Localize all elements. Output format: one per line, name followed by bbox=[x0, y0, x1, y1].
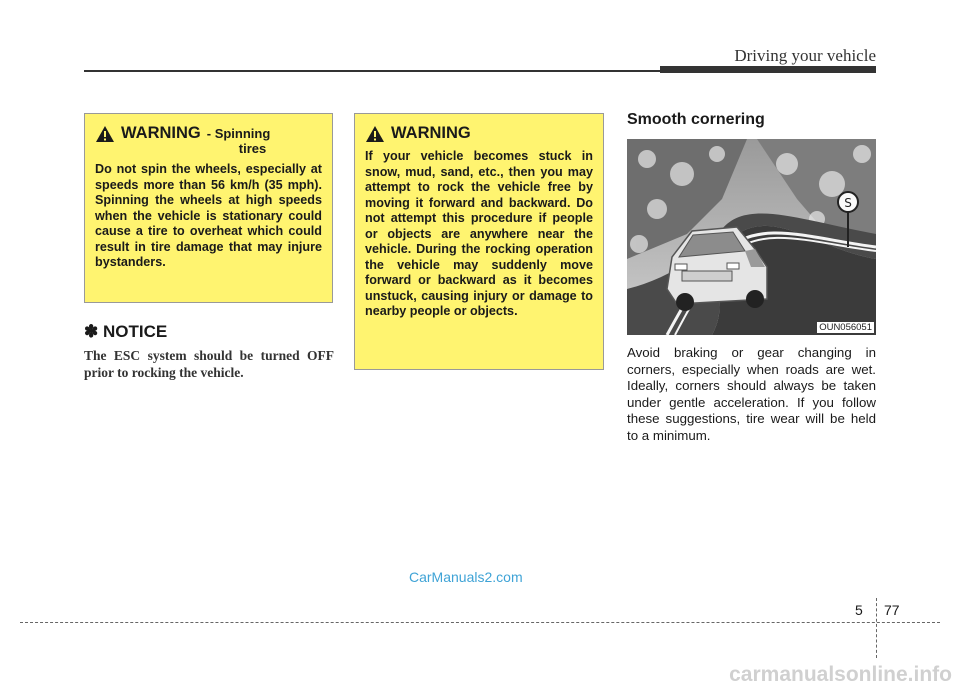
chapter-number: 5 bbox=[855, 602, 863, 618]
warning-subtitle-line2: tires bbox=[238, 141, 267, 156]
watermark-link[interactable]: CarManuals2.com bbox=[409, 569, 523, 585]
cornering-body-text: Avoid braking or gear changing in corners, especially when roads are wet. Ideally, corners should always be taken under gentle acceleration. If you follow these suggestions, tire wear will be held to a minimum. bbox=[627, 345, 876, 443]
section-title: Smooth cornering bbox=[627, 111, 765, 128]
page-header-title: Driving your vehicle bbox=[734, 46, 876, 65]
warning-label: WARNING bbox=[391, 124, 471, 142]
warning-triangle-icon bbox=[365, 125, 385, 143]
notice-body: The ESC system should be turned OFF prior to rocking the vehicle. bbox=[84, 348, 334, 380]
warning-label: WARNING bbox=[121, 124, 201, 142]
warning-box-rocking bbox=[354, 113, 604, 370]
warning-header bbox=[95, 124, 322, 156]
warning-triangle-icon bbox=[95, 125, 115, 143]
warning-subtitle bbox=[207, 126, 271, 156]
warning-body: Do not spin the wheels, especially at speeds more than 56 km/h (35 mph). Spinning the wheels at high speeds when the vehicle is stationary could cause a tire to overheat which could result in tire damage that may injure bystanders. bbox=[95, 162, 322, 269]
warning-box-spinning-tires bbox=[84, 113, 333, 303]
footer-dashed-rule bbox=[20, 622, 940, 623]
cornering-car-illustration bbox=[627, 139, 876, 335]
site-watermark: carmanualsonline.info bbox=[729, 663, 952, 686]
warning-body: If your vehicle becomes stuck in snow, mud, sand, etc., then you may attempt to rock the vehicle free by moving it forward and backward. Do not attempt this procedure if people or objects are anywhere near the vehicle. During the rocking operation the vehicle may suddenly move forward or backward as it becomes unstuck, causing injury or damage to nearby people or objects. bbox=[365, 149, 593, 318]
warning-subtitle-line1: - Spinning bbox=[206, 126, 271, 141]
notice-title: ✽ NOTICE bbox=[84, 322, 168, 341]
header-rule-thick bbox=[660, 66, 876, 73]
header-rule bbox=[84, 70, 744, 72]
image-code-label: OUN056051 bbox=[819, 322, 872, 333]
warning-header bbox=[365, 124, 593, 143]
svg-text:S: S bbox=[844, 196, 852, 210]
footer-vertical-rule bbox=[876, 598, 877, 658]
page-number: 77 bbox=[884, 602, 900, 618]
